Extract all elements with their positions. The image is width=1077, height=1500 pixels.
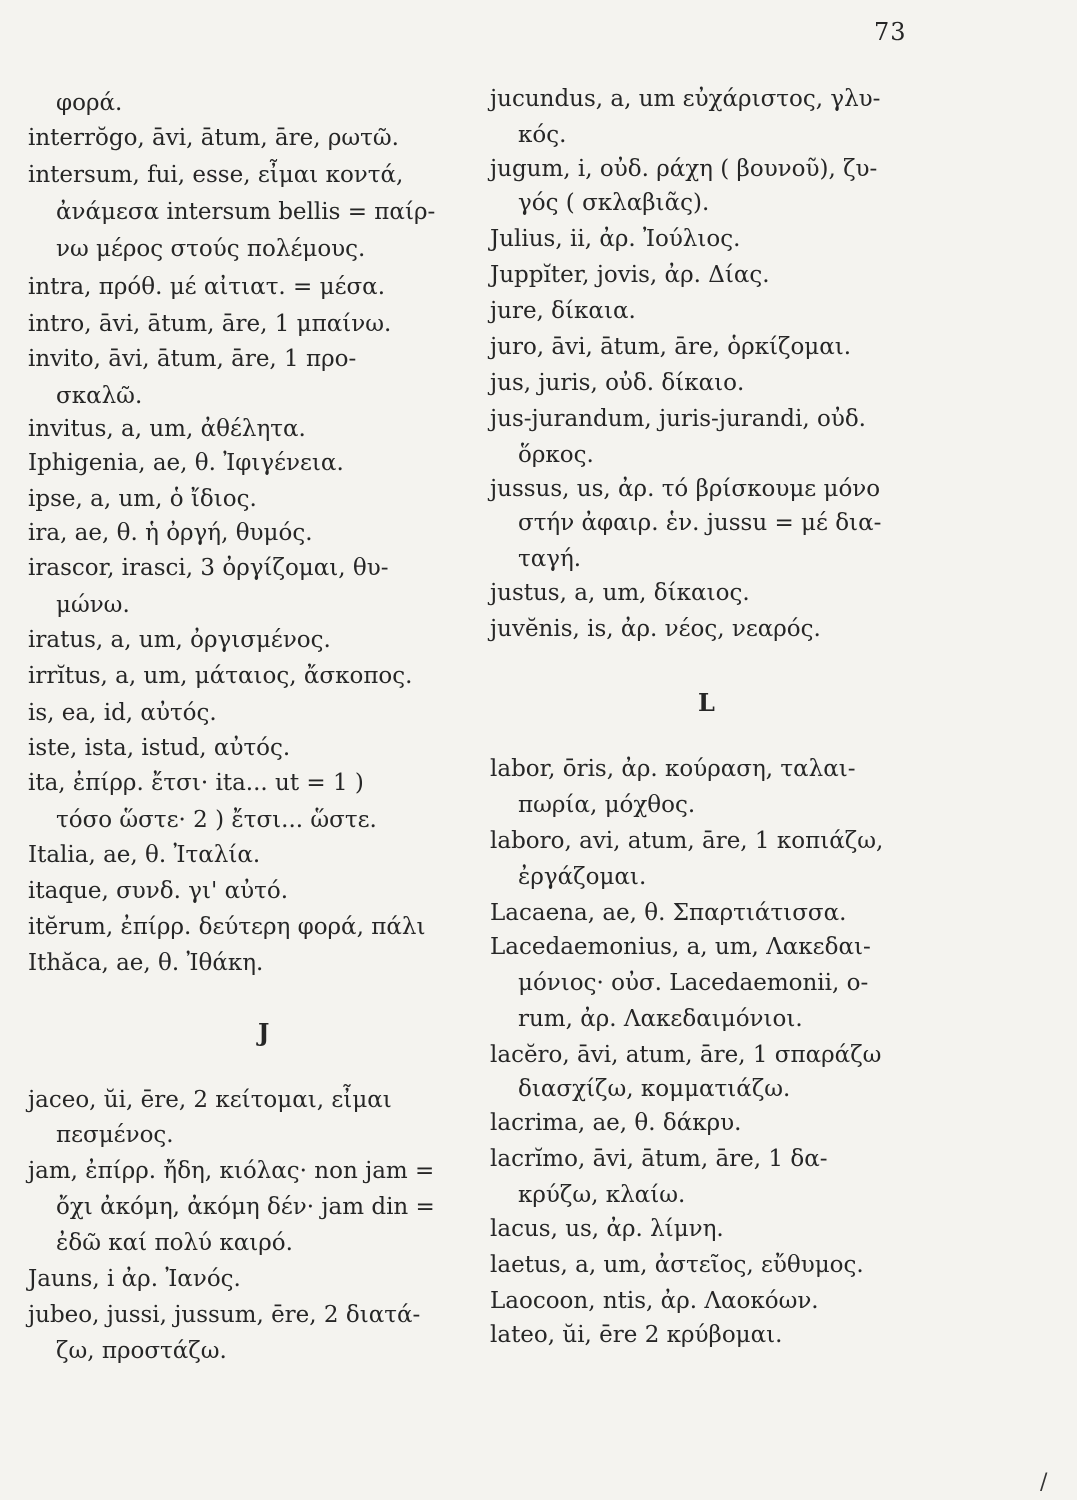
section-letter-j: J [258,1018,270,1047]
entry-line: jussus, us, ἀρ. τό βρίσκουμε μόνο [490,476,881,502]
entry-line: μόνιος· οὐσ. Lacedaemonii, o- [518,970,869,996]
entry-line: Laocoon, ntis, ἀρ. Λαοκόων. [490,1288,819,1314]
entry-line: jure, δίκαια. [490,298,636,324]
entry-line: invito, āvi, ātum, āre, 1 προ- [28,346,357,372]
entry-line: τόσο ὥστε· 2 ) ἔτσι... ὥστε. [56,807,377,833]
entry-line: intro, āvi, ātum, āre, 1 μπαίνω. [28,311,392,337]
entry-line: intersum, fui, esse, εἶμαι κοντά, [28,162,404,188]
entry-line: laetus, a, um, ἀστεῖος, εὔθυμος. [490,1252,864,1278]
entry-line: μώνω. [56,592,130,618]
entry-line: is, ea, id, αὐτός. [28,700,217,726]
entry-line: Ithăca, ae, θ. Ἰθάκη. [28,950,264,976]
section-letter-l: L [698,688,715,717]
entry-line: νω μέρος στούς πολέμους. [56,236,366,262]
entry-line: Iphigenia, ae, θ. Ἰφιγένεια. [28,450,344,476]
entry-line: ira, ae, θ. ἡ ὀργή, θυμός. [28,520,313,546]
entry-line: γός ( σκλαβιᾶς). [518,190,710,216]
entry-line: στήν ἀφαιρ. ἑν. jussu = μέ δια- [518,510,882,536]
entry-line: jugum, i, οὐδ. ράχη ( βουνοῦ), ζυ- [490,156,878,182]
page-number: 73 [874,18,907,46]
entry-line: Lacedaemonius, a, um, Λακεδαι- [490,934,871,960]
entry-line: Juppĭter, jovis, ἀρ. Δίας. [490,262,770,288]
entry-line: jubeo, jussi, jussum, ēre, 2 διατά- [28,1302,421,1328]
entry-line: jucundus, a, um εὐχάριστος, γλυ- [490,86,881,112]
entry-line: πεσμένος. [56,1122,174,1148]
entry-line: κός. [518,122,567,148]
entry-line: σκαλῶ. [56,383,143,409]
entry-line: interrŏgo, āvi, ātum, āre, ρωτῶ. [28,125,399,151]
entry-line: lacĕro, āvi, atum, āre, 1 σπαράζω [490,1042,882,1068]
entry-line: laboro, avi, atum, āre, 1 κοπιάζω, [490,828,884,854]
entry-line: φορά. [56,90,123,116]
entry-line: κρύζω, κλαίω. [518,1182,686,1208]
stray-pen-mark: / [1040,1470,1048,1495]
entry-line: ipse, a, um, ὁ ἴδιος. [28,486,257,512]
entry-line: lacus, us, ἀρ. λίμνη. [490,1216,724,1242]
entry-line: ἐργάζομαι. [518,864,647,890]
entry-line: iste, ista, istud, αὐτός. [28,735,291,761]
entry-line: ὅρκος. [518,442,594,468]
entry-line: πωρία, μόχθος. [518,792,696,818]
entry-line: justus, a, um, δίκαιος. [490,580,750,606]
entry-line: διασχίζω, κομματιάζω. [518,1076,791,1102]
entry-line: rum, ἀρ. Λακεδαιμόνιοι. [518,1006,803,1032]
entry-line: irascor, irasci, 3 ὀργίζομαι, θυ- [28,555,389,581]
entry-line: ita, ἐπίρρ. ἔτσι· ita... ut = 1 ) [28,770,364,796]
entry-line: lacrima, ae, θ. δάκρυ. [490,1110,742,1136]
entry-line: Jauns, i ἀρ. Ἰανός. [28,1266,241,1292]
entry-line: invitus, a, um, ἀθέλητα. [28,416,306,442]
entry-line: jus-jurandum, juris-jurandi, οὐδ. [490,406,866,432]
entry-line: ζω, προστάζω. [56,1338,227,1364]
entry-line: lacrĭmo, āvi, ātum, āre, 1 δα- [490,1146,828,1172]
entry-line: ὄχι ἀκόμη, ἀκόμη δέν· jam din = [56,1194,435,1220]
entry-line: ἀνάμεσα intersum bellis = παίρ- [56,199,436,225]
entry-line: jus, juris, οὐδ. δίκαιο. [490,370,745,396]
entry-line: Lacaena, ae, θ. Σπαρτιάτισσα. [490,900,847,926]
entry-line: itĕrum, ἐπίρρ. δεύτερη φορά, πάλι [28,914,426,940]
entry-line: irrĭtus, a, um, μάταιος, ἄσκοπος. [28,663,413,689]
entry-line: ἐδῶ καί πολύ καιρό. [56,1230,293,1256]
entry-line: ταγή. [518,546,582,572]
entry-line: Julius, ii, ἀρ. Ἰούλιος. [490,226,741,252]
entry-line: juro, āvi, ātum, āre, ὁρκίζομαι. [490,334,852,360]
entry-line: itaque, συνδ. γι' αὐτό. [28,878,289,904]
entry-line: jaceo, ŭi, ēre, 2 κείτομαι, εἶμαι [28,1087,392,1113]
entry-line: Italia, ae, θ. Ἰταλία. [28,842,261,868]
entry-line: jam, ἐπίρρ. ἤδη, κιόλας· non jam = [28,1158,435,1184]
entry-line: iratus, a, um, ὀργισμένος. [28,627,331,653]
entry-line: intra, πρόθ. μέ αἰτιατ. = μέσα. [28,274,386,300]
entry-line: juvĕnis, is, ἀρ. νέος, νεαρός. [490,616,821,642]
entry-line: lateo, ŭi, ēre 2 κρύβομαι. [490,1322,783,1348]
entry-line: labor, ōris, ἀρ. κούραση, ταλαι- [490,756,856,782]
